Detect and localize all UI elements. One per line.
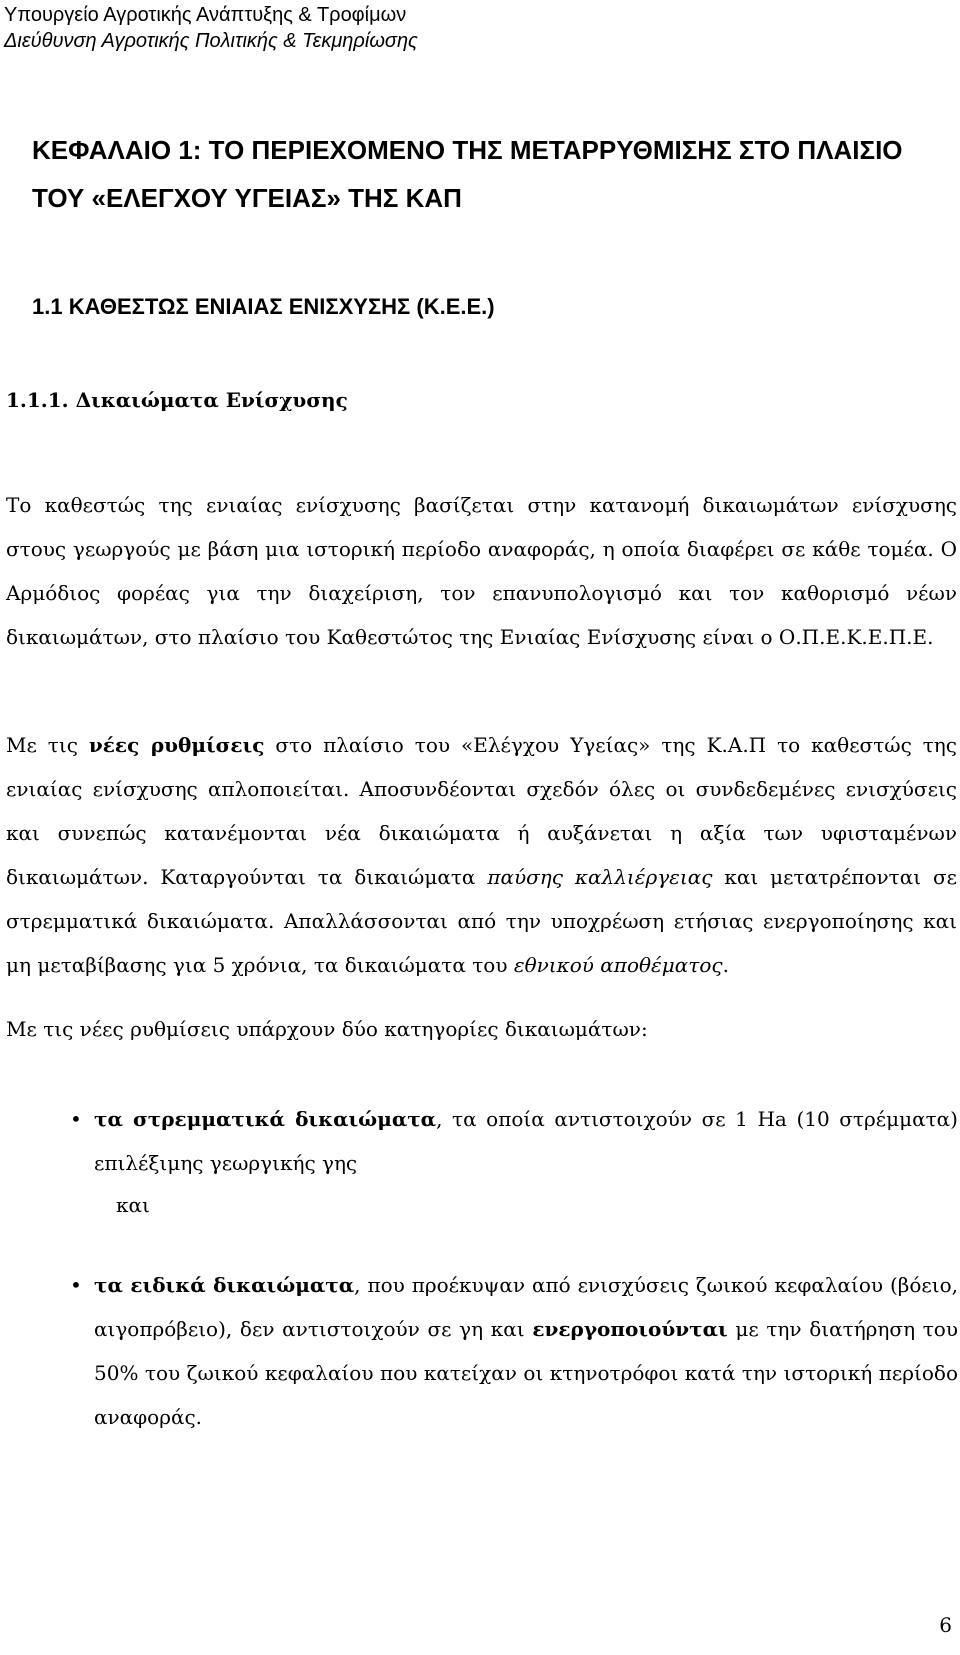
p2-text-1: Με τις xyxy=(6,733,89,757)
p2-text-2: στο πλαίσιο του «Ελέγχου Υγείας» της Κ.Α.Π το καθεστώς της ενιαίας ενίσχυσης απλοποιείται. Αποσυνδέονται σχεδόν όλες οι συνδεδεμένες ενισχύσεις και συνεπώς κατανέμονται νέα δικαιώματα ή αυξάνεται η αξία των υφισταμένων δικαιωμάτων. Καταργούνται τα δικαιώματα xyxy=(6,733,957,889)
bullet2-bold-2: ενεργοποιούνται xyxy=(532,1317,728,1341)
bullet1-text: , τα οποία αντιστοιχούν σε 1 Ha (10 στρέμματα) επιλέξιμης γεωργικής γης xyxy=(94,1107,958,1175)
bullet-dot: • xyxy=(70,1107,82,1131)
chapter-title: ΚΕΦΑΛΑΙΟ 1: ΤΟ ΠΕΡΙΕΧΟΜΕΝΟ ΤΗΣ ΜΕΤΑΡΡΥΘΜΙΣΗΣ ΣΤΟ ΠΛΑΙΣΙΟ ΤΟΥ «ΕΛΕΓΧΟΥ ΥΓΕΙΑΣ» ΤΗΣ ΚΑΠ xyxy=(32,135,903,213)
list-item-special-rights xyxy=(0,1263,958,1439)
p2-text-3: και μετατρέπονται σε στρεμματικά δικαιώματα. Απαλλάσσονται από την υποχρέωση ετήσιας ενεργοποίησης και μη μεταβίβασης για 5 χρόνια, τα δικαιώματα του xyxy=(6,865,957,977)
section-title: 1.1 ΚΑΘΕΣΤΩΣ ΕΝΙΑΙΑΣ ΕΝΙΣΧΥΣΗΣ (Κ.Ε.Ε.) xyxy=(32,294,495,319)
p2-text-4: . xyxy=(722,953,729,977)
paragraph-1: Το καθεστώς της ενιαίας ενίσχυσης βασίζεται στην κατανομή δικαιωμάτων ενίσχυσης στους γεωργούς με βάση μια ιστορική περίοδο αναφοράς, η οποία διαφέρει σε κάθε τομέα. Ο Αρμόδιος φορέας για την διαχείριση, τον επανυπολογισμό και τον καθορισμό νέων δικαιωμάτων, στο πλαίσιο του Καθεστώτος της Ενιαίας Ενίσχυσης είναι ο Ο.Π.Ε.Κ.Ε.Π.Ε. xyxy=(6,493,957,649)
header-ministry: Υπουργείο Αγροτικής Ανάπτυξης & Τροφίμων xyxy=(4,4,407,26)
p2-italic-national-reserve: εθνικού αποθέματος xyxy=(513,953,723,977)
p2-italic-set-aside: παύσης καλλιέργειας xyxy=(487,865,713,889)
paragraph-3: Με τις νέες ρυθμίσεις υπάρχουν δύο κατηγορίες δικαιωμάτων: xyxy=(6,1017,648,1041)
page-number: 6 xyxy=(939,1613,952,1637)
bullet2-text-1: , που προέκυψαν από ενισχύσεις ζωικού κεφαλαίου (βόειο, αιγοπρόβειο), δεν αντιστοιχούν σε γη και xyxy=(94,1273,958,1341)
header-directorate: Διεύθυνση Αγροτικής Πολιτικής & Τεκμηρίωσης xyxy=(4,30,418,52)
subsection-title: 1.1.1. Δικαιώματα Ενίσχυσης xyxy=(6,388,348,412)
list-item-area-rights xyxy=(0,1097,958,1185)
connector-and: και xyxy=(116,1193,150,1217)
p2-bold-new-rules: νέες ρυθμίσεις xyxy=(88,733,265,757)
paragraph-2 xyxy=(6,723,957,987)
bullet2-text-2: με την διατήρηση του 50% του ζωικού κεφαλαίου που κατείχαν οι κτηνοτρόφοι κατά την ιστορική περίοδο αναφοράς. xyxy=(94,1317,958,1429)
bullet2-bold-1: τα ειδικά δικαιώματα xyxy=(94,1273,355,1297)
page-header xyxy=(4,2,418,54)
bullet-list-2 xyxy=(0,1263,958,1439)
bullet-list-1 xyxy=(0,1097,958,1185)
bullet-dot: • xyxy=(70,1273,82,1297)
bullet1-bold: τα στρεμματικά δικαιώματα xyxy=(94,1107,437,1131)
